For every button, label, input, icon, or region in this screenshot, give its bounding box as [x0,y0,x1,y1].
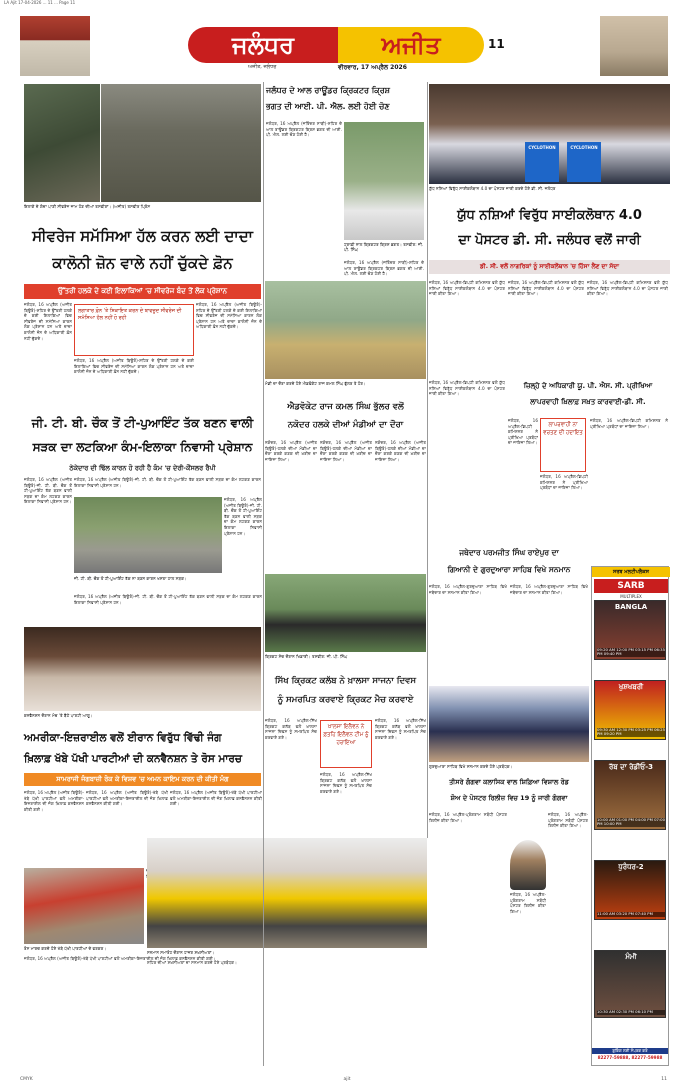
story1-red-banner: ਉੱਤਰੀ ਹਲਕੇ ਦੇ ਕਈ ਇਲਾਕਿਆਂ 'ਚ ਸੀਵਰੇਜ ਬੰਦ ਤੋਂ ਲੋਕ ਪ੍ਰੇਸ਼ਾਨ [24,284,261,299]
story1-photo-left [24,84,100,202]
story4-photo-caption: ਟ੍ਰਾਫ਼ੀ ਨਾਲ ਕ੍ਰਿਕਟਰ ਕ੍ਰਿਸ਼ ਭਗਤ। ਤਸਵੀਰ: ਜੀ. ਪੀ. ਸਿੰਘ [344,242,424,253]
story4-headline-1: ਜਲੰਧਰ ਦੇ ਆਲ ਰਾਊਂਡਰ ਕ੍ਰਿਕਟਰ ਕ੍ਰਿਸ਼ [266,86,391,95]
story10-headline-1: ਜਥੇਦਾਰ ਪਰਮਜੀਤ ਸਿੰਘ ਰਾਏਪੁਰ ਦਾ [459,548,559,557]
story8-body-col1: ਜਲੰਧਰ, 16 ਅਪ੍ਰੈਲ-ਡਿਪਟੀ ਕਮਿਸ਼ਨਰ ਵਲੋਂ ਯੁੱਧ ਨਸ਼ਿਆਂ ਵਿਰੁੱਧ ਸਾਈਕਲੋਥਾਨ 4.0 ਦਾ ਪੋਸਟਰ ਜਾਰੀ ਕੀਤਾ ਗਿਆ। [429,280,505,297]
story1-photo-right [101,84,261,202]
masthead-title-left: ਜਲੰਧਰ [188,27,338,63]
story3-photo-caption: ਕਨਵੈਨਸ਼ਨ ਦੌਰਾਨ ਮੰਚ 'ਤੇ ਬੈਠੇ ਪਾਰਟੀ ਆਗੂ। [24,713,93,718]
bottom-strip-mid: ajit [343,1076,351,1082]
story2-subhead: ਠੇਕੇਦਾਰ ਦੀ ਢਿੱਲ ਕਾਰਨ ਹੋ ਰਹੀ ਹੈ ਕੰਮ 'ਚ ਦੇਰੀ-ਕੌਂਸਲਰ ਰੈਪੀ [69,464,216,472]
story3-headline-1: ਅਮਰੀਕਾ-ਇਜ਼ਰਾਈਲ ਵਲੋਂ ਈਰਾਨ ਵਿਰੁੱਧ ਵਿੱਢੀ ਜੰਗ [24,732,222,744]
story6-photo [265,574,426,652]
story5-body-col2: ਨਕੋਦਰ, 16 ਅਪ੍ਰੈਲ (ਅਜੀਤ ਬਿਊਰੋ)-ਹਲਕੇ ਦੀਆਂ ਮੰਡੀਆਂ ਦਾ ਦੌਰਾ ਕਰਕੇ ਕਣਕ ਦੀ ਖ਼ਰੀਦ ਦਾ ਜਾਇਜ਼ਾ ਲਿਆ। [320,440,372,462]
movie-showtimes: 10:00 AM 01:00 PM 04:00 PM 07:00 PM 10:00 PM [597,816,666,827]
column-rule-1 [263,82,264,1066]
story11-body-col3: ਜਲੰਧਰ, 16 ਅਪ੍ਰੈਲ-ਪ੍ਰੋਗਰਾਮ ਸਬੰਧੀ ਪੋਸਟਰ ਰਿਲੀਜ਼ ਕੀਤਾ ਗਿਆ। [510,892,546,914]
story7-photo-caption: ਸਨਮਾਨ ਸਮਾਰੋਹ ਦੌਰਾਨ ਹਾਜ਼ਰ ਸ਼ਖ਼ਸੀਅਤਾਂ। [147,950,215,955]
story6-headline-2: ਨੂੰ ਸਮਰਪਿਤ ਕਰਵਾਏ ਕ੍ਰਿਕਟ ਮੈਚ ਕਰਵਾਏ [277,695,414,705]
story5-body-col3: ਨਕੋਦਰ, 16 ਅਪ੍ਰੈਲ (ਅਜੀਤ ਬਿਊਰੋ)-ਹਲਕੇ ਦੀਆਂ ਮੰਡੀਆਂ ਦਾ ਦੌਰਾ ਕਰਕੇ ਕਣਕ ਦੀ ਖ਼ਰੀਦ ਦਾ ਜਾਇਜ਼ਾ ਲਿਆ। [375,440,426,462]
story11-body-col2: ਜਲੰਧਰ, 16 ਅਪ੍ਰੈਲ-ਪ੍ਰੋਗਰਾਮ ਸਬੰਧੀ ਪੋਸਟਰ ਰਿਲੀਜ਼ ਕੀਤਾ ਗਿਆ। [548,812,588,829]
movie-showtimes: 09:20 AM 12:00 PM 03:15 PM 06:35 PM 09:40 PM [597,646,666,657]
cinema-footer: ਬੁਕਿੰਗ ਲਈ ਸੰਪਰਕ ਕਰੋ [592,1048,668,1054]
story4-photo [344,122,424,240]
story3-photo [24,627,261,711]
story8-body-col3: ਜਲੰਧਰ, 16 ਅਪ੍ਰੈਲ-ਡਿਪਟੀ ਕਮਿਸ਼ਨਰ ਵਲੋਂ ਯੁੱਧ ਨਸ਼ਿਆਂ ਵਿਰੁੱਧ ਸਾਈਕਲੋਥਾਨ 4.0 ਦਾ ਪੋਸਟਰ ਜਾਰੀ ਕੀਤਾ ਗਿਆ। [587,280,668,297]
story10-headline-2: ਗਿਆਨੀ ਦੇ ਗੁਰਦੁਆਰਾ ਸਾਹਿਬ ਵਿਖੇ ਸਨਮਾਨ [447,565,571,574]
story5-headline-2: ਨਕੋਦਰ ਹਲਕੇ ਦੀਆਂ ਮੰਡੀਆਂ ਦਾ ਦੌਰਾ [287,420,404,430]
story8-headline-1: ਯੁੱਧ ਨਸ਼ਿਆਂ ਵਿਰੁੱਧ ਸਾਈਕਲੋਥਾਨ 4.0 [457,208,642,223]
story5-photo [265,281,426,379]
story3-body-col3: ਜਲੰਧਰ, 16 ਅਪ੍ਰੈਲ (ਅਜੀਤ ਬਿਊਰੋ)-ਖੱਬੇ ਪੱਖੀ ਪਾਰਟੀਆਂ ਵਲੋਂ ਅਮਰੀਕਾ-ਇਜ਼ਰਾਈਲ ਦੀ ਜੰਗ ਖ਼ਿਲਾਫ਼ ਕਨਵੈਨਸ਼ਨ ਕੀਤੀ ਗਈ। [170,790,262,807]
masthead-right-photo [600,16,668,76]
story7-body: ਸ਼ਹਿਰ ਦੀਆਂ ਸ਼ਖ਼ਸੀਅਤਾਂ ਦਾ ਸਨਮਾਨ ਕਰਦੇ ਹੋਏ ਪ੍ਰਬੰਧਕ। [147,960,237,965]
story7-photo [147,838,427,948]
movie-showtimes: 09:30 AM 12:30 PM 03:25 PM 06:25 PM 09:20 PM [597,726,666,737]
story6-body-col2: ਜਲੰਧਰ, 16 ਅਪ੍ਰੈਲ-ਸਿੱਖ ਕ੍ਰਿਕਟ ਕਲੱਬ ਵਲੋਂ ਖ਼ਾਲਸਾ ਸਾਜਨਾ ਦਿਵਸ ਨੂੰ ਸਮਰਪਿਤ ਮੈਚ ਕਰਵਾਏ ਗਏ। [320,772,372,794]
movie-poster [594,860,666,920]
story1-headline-1: ਸੀਵਰੇਜ ਸਮੱਸਿਆ ਹੱਲ ਕਰਨ ਲਈ ਦਾਦਾ [32,227,253,245]
story10-photo [429,686,589,762]
story2-photo [74,497,222,573]
story8-photo-caption: ਯੁੱਧ ਨਸ਼ਿਆਂ ਵਿਰੁੱਧ ਸਾਈਕਲੋਥਾਨ 4.0 ਦਾ ਪੋਸਟਰ ਜਾਰੀ ਕਰਦੇ ਹੋਏ ਡੀ. ਸੀ. ਜਲੰਧਰ [429,186,556,191]
page-number: 11 [488,37,505,51]
bottom-strip-right: 11 [661,1076,667,1082]
story3-photo2 [24,868,144,944]
movie-title: ਮੰਮੀ [625,953,637,961]
story9-body-col0: ਜਲੰਧਰ, 16 ਅਪ੍ਰੈਲ-ਡਿਪਟੀ ਕਮਿਸ਼ਨਰ ਵਲੋਂ ਯੁੱਧ ਨਸ਼ਿਆਂ ਵਿਰੁੱਧ ਸਾਈਕਲੋਥਾਨ 4.0 ਦਾ ਪੋਸਟਰ ਜਾਰੀ ਕੀਤਾ ਗਿਆ। [429,380,505,397]
story6-headline-1: ਸਿੱਖ ਕ੍ਰਿਕਟ ਕਲੱਬ ਨੇ ਖ਼ਾਲਸਾ ਸਾਜਨਾ ਦਿਵਸ [274,676,417,686]
story9-body-col1: ਜਲੰਧਰ, 16 ਅਪ੍ਰੈਲ-ਡਿਪਟੀ ਕਮਿਸ਼ਨਰ ਨੇ ਪ੍ਰੀਖਿਆ ਪ੍ਰਬੰਧਾਂ ਦਾ ਜਾਇਜ਼ਾ ਲਿਆ। [508,418,538,446]
story10-photo-caption: ਗੁਰਦੁਆਰਾ ਸਾਹਿਬ ਵਿਖੇ ਸਨਮਾਨ ਕਰਦੇ ਹੋਏ ਪ੍ਰਬੰਧਕ। [429,764,513,769]
masthead-date: ਵੀਰਵਾਰ, 17 ਅਪ੍ਰੈਲ 2026 [338,64,407,71]
story9-boxed: ਲਾਪਰਵਾਹੀ ਨਾ ਵਰਤਣ ਦੀ ਹਦਾਇਤ [540,418,586,472]
story5-body-col1: ਨਕੋਦਰ, 16 ਅਪ੍ਰੈਲ (ਅਜੀਤ ਬਿਊਰੋ)-ਹਲਕੇ ਦੀਆਂ ਮੰਡੀਆਂ ਦਾ ਦੌਰਾ ਕਰਕੇ ਕਣਕ ਦੀ ਖ਼ਰੀਦ ਦਾ ਜਾਇਜ਼ਾ ਲਿਆ। [265,440,317,462]
movie-poster [594,680,666,740]
movie-showtimes: 10:30 AM 02:30 PM 06:10 PM [597,1010,665,1015]
story11-photo [510,840,546,890]
bottom-strip [0,1072,687,1086]
masthead-sub: ਅਜੀਤ, ਜਲੰਧਰ [248,64,277,70]
story3-photo2-caption: ਰੋਸ ਮਾਰਚ ਕਰਦੇ ਹੋਏ ਖੱਬੇ ਪੱਖੀ ਪਾਰਟੀਆਂ ਦੇ ਵਰਕਰ। [24,946,107,951]
story3-headline-2: ਖ਼ਿਲਾਫ਼ ਖੱਬੇ ਪੱਖੀ ਪਾਰਟੀਆਂ ਦੀ ਕਨਵੈਨਸ਼ਨ ਤੇ ਰੋਸ ਮਾਰਚ [24,753,242,765]
story6-body-col1: ਜਲੰਧਰ, 16 ਅਪ੍ਰੈਲ-ਸਿੱਖ ਕ੍ਰਿਕਟ ਕਲੱਬ ਵਲੋਂ ਖ਼ਾਲਸਾ ਸਾਜਨਾ ਦਿਵਸ ਨੂੰ ਸਮਰਪਿਤ ਮੈਚ ਕਰਵਾਏ ਗਏ। [265,718,317,740]
story10-body-col1: ਜਲੰਧਰ, 16 ਅਪ੍ਰੈਲ-ਗੁਰਦੁਆਰਾ ਸਾਹਿਬ ਵਿਖੇ ਜਥੇਦਾਰ ਦਾ ਸਨਮਾਨ ਕੀਤਾ ਗਿਆ। [429,584,507,595]
movie-poster [594,760,666,830]
top-print-strip: LA Ajit 17-04-2026 ... 11 ... Page 11 [4,0,76,5]
movie-title: ਧੁਰੰਧਰ-2 [618,863,644,871]
story8-red-banner: ਡੀ. ਸੀ. ਵਲੋਂ ਨਾਗਰਿਕਾਂ ਨੂੰ ਸਾਈਕਲੋਥਾਨ 'ਚ ਹਿੱਸਾ ਲੈਣ ਦਾ ਸੱਦਾ [429,260,670,274]
story2-body-top: ਜਲੰਧਰ, 16 ਅਪ੍ਰੈਲ (ਅਜੀਤ ਬਿਊਰੋ)-ਜੀ. ਟੀ. ਬੀ. ਚੌਕ ਤੋਂ ਟੀ-ਪੁਆਇੰਟ ਤੱਕ ਬਣਨ ਵਾਲੀ ਸੜਕ ਦਾ ਕੰਮ ਲਟਕਣ ਕਾਰਨ ਇਲਾਕਾ ਨਿਵਾਸੀ ਪ੍ਰੇਸ਼ਾਨ ਹਨ। [74,477,261,488]
story4-body2: ਜਲੰਧਰ, 16 ਅਪ੍ਰੈਲ (ਜਤਿੰਦਰ ਸਾਬੀ)-ਸ਼ਹਿਰ ਦੇ ਆਲ ਰਾਊਂਡਰ ਕ੍ਰਿਕਟਰ ਕ੍ਰਿਸ਼ ਭਗਤ ਦੀ ਆਈ. ਪੀ. ਐਲ. ਲਈ ਚੋਣ ਹੋਈ ਹੈ। [344,260,424,277]
movie-title: BANGLA [614,603,648,611]
story8-body-col2: ਜਲੰਧਰ, 16 ਅਪ੍ਰੈਲ-ਡਿਪਟੀ ਕਮਿਸ਼ਨਰ ਵਲੋਂ ਯੁੱਧ ਨਸ਼ਿਆਂ ਵਿਰੁੱਧ ਸਾਈਕਲੋਥਾਨ 4.0 ਦਾ ਪੋਸਟਰ ਜਾਰੀ ਕੀਤਾ ਗਿਆ। [508,280,584,297]
masthead-title-right: ਅਜੀਤ [338,27,484,63]
story3-body-col1: ਜਲੰਧਰ, 16 ਅਪ੍ਰੈਲ (ਅਜੀਤ ਬਿਊਰੋ)-ਖੱਬੇ ਪੱਖੀ ਪਾਰਟੀਆਂ ਵਲੋਂ ਅਮਰੀਕਾ-ਇਜ਼ਰਾਈਲ ਦੀ ਜੰਗ ਖ਼ਿਲਾਫ਼ ਕਨਵੈਨਸ਼ਨ ਕੀਤੀ ਗਈ। [24,790,84,812]
story3-orange-banner: ਸਾਮਰਾਜੀ ਜੰਗਬਾਜ਼ੀ ਰੋਕ ਕੇ ਵਿਸ਼ਵ 'ਚ ਅਮਨ ਕਾਇਮ ਕਰਨ ਦੀ ਕੀਤੀ ਮੰਗ [24,773,261,786]
movie-poster [594,600,666,660]
story2-photo-caption: ਜੀ. ਟੀ. ਬੀ. ਚੌਕ ਤੋਂ ਟੀ-ਪੁਆਇੰਟ ਤੱਕ ਨਾ ਬਣਨ ਕਾਰਨ ਖਸਤਾ ਹਾਲ ਸੜਕ। [74,576,187,581]
story9-body-col2: ਜਲੰਧਰ, 16 ਅਪ੍ਰੈਲ-ਡਿਪਟੀ ਕਮਿਸ਼ਨਰ ਨੇ ਪ੍ਰੀਖਿਆ ਪ੍ਰਬੰਧਾਂ ਦਾ ਜਾਇਜ਼ਾ ਲਿਆ। [590,418,668,429]
cinema-sub: MULTIPLEX [620,594,642,599]
cinema-logo: SARB [594,579,668,593]
cyclothon-poster-2: CYCLOTHON [567,142,601,182]
story3-body-col2: ਜਲੰਧਰ, 16 ਅਪ੍ਰੈਲ (ਅਜੀਤ ਬਿਊਰੋ)-ਖੱਬੇ ਪੱਖੀ ਪਾਰਟੀਆਂ ਵਲੋਂ ਅਮਰੀਕਾ-ਇਜ਼ਰਾਈਲ ਦੀ ਜੰਗ ਖ਼ਿਲਾਫ਼ ਕਨਵੈਨਸ਼ਨ ਕੀਤੀ ਗਈ। [86,790,168,807]
masthead [188,27,505,71]
story1-pull-quote: ਲਗਾਤਾਰ ਫ਼ੋਨ 'ਤੇ ਸ਼ਿਕਾਇਤ ਕਰਨ ਦੇ ਬਾਵਜੂਦ ਸੀਵਰੇਜ ਦੀ ਸਮੱਸਿਆ ਹੱਲ ਨਹੀਂ ਹੋ ਰਹੀ [74,304,194,356]
cyclothon-poster-1: CYCLOTHON [525,142,559,182]
masthead-left-photo [20,16,90,76]
story6-box: ਖ਼ਾਲਸਾ ਇਲੈਵਨ ਨੇ ਫ਼ਤਹਿ ਇਲੈਵਨ ਟੀਮ ਨੂੰ ਹਰਾਇਆ [320,720,372,768]
story3-body-bottom: ਜਲੰਧਰ, 16 ਅਪ੍ਰੈਲ (ਅਜੀਤ ਬਿਊਰੋ)-ਖੱਬੇ ਪੱਖੀ ਪਾਰਟੀਆਂ ਵਲੋਂ ਅਮਰੀਕਾ-ਇਜ਼ਰਾਈਲ ਦੀ ਜੰਗ ਖ਼ਿਲਾਫ਼ ਕਨਵੈਨਸ਼ਨ ਕੀਤੀ ਗਈ। [24,956,216,961]
story2-body-col1: ਜਲੰਧਰ, 16 ਅਪ੍ਰੈਲ (ਅਜੀਤ ਬਿਊਰੋ)-ਜੀ. ਟੀ. ਬੀ. ਚੌਕ ਤੋਂ ਟੀ-ਪੁਆਇੰਟ ਤੱਕ ਬਣਨ ਵਾਲੀ ਸੜਕ ਦਾ ਕੰਮ ਲਟਕਣ ਕਾਰਨ ਇਲਾਕਾ ਨਿਵਾਸੀ ਪ੍ਰੇਸ਼ਾਨ ਹਨ। [24,477,72,505]
story1-photo-caption: ਇਲਾਕੇ ਦੇ ਗੰਦਾ ਪਾਣੀ ਸੀਵਰੇਜ ਜਾਮ ਹੋਣ ਦੀਆਂ ਤਸਵੀਰਾਂ। (ਅਜੀਤ) ਤਸਵੀਰ ਪ੍ਰਿੰਸ [24,204,151,209]
story11-headline-1: ਤੀਸਰੇ ਗੰਗਵਾ ਕਲਾਸਿਕ ਵਾਲ ਸ਼ਿਫ਼ਿਆ ਵਿਸ਼ਾਲ ਰੋਡ [449,778,569,786]
story5-photo-caption: ਮੰਡੀ ਦਾ ਦੌਰਾ ਕਰਦੇ ਹੋਏ ਐਡਵੋਕੇਟ ਰਾਜ ਕਮਲ ਸਿੰਘ ਭੁੱਲਰ ਤੇ ਹੋਰ। [265,381,366,386]
cinema-header: ਸਰਬ ਮਲਟੀਪਲੈਕਸ [592,567,670,577]
story1-headline-2: ਕਾਲੋਨੀ ਜ਼ੋਨ ਵਾਲੇ ਨਹੀਂ ਚੁੱਕਦੇ ਫ਼ੋਨ [52,254,233,272]
cinema-phones: 82277-59888, 82277-59988 [597,1055,663,1060]
story2-body-col3: ਜਲੰਧਰ, 16 ਅਪ੍ਰੈਲ (ਅਜੀਤ ਬਿਊਰੋ)-ਜੀ. ਟੀ. ਬੀ. ਚੌਕ ਤੋਂ ਟੀ-ਪੁਆਇੰਟ ਤੱਕ ਬਣਨ ਵਾਲੀ ਸੜਕ ਦਾ ਕੰਮ ਲਟਕਣ ਕਾਰਨ ਇਲਾਕਾ ਨਿਵਾਸੀ ਪ੍ਰੇਸ਼ਾਨ ਹਨ। [224,497,262,536]
story6-body-col3: ਜਲੰਧਰ, 16 ਅਪ੍ਰੈਲ-ਸਿੱਖ ਕ੍ਰਿਕਟ ਕਲੱਬ ਵਲੋਂ ਖ਼ਾਲਸਾ ਸਾਜਨਾ ਦਿਵਸ ਨੂੰ ਸਮਰਪਿਤ ਮੈਚ ਕਰਵਾਏ ਗਏ। [375,718,426,740]
story1-body-col1: ਜਲੰਧਰ, 16 ਅਪ੍ਰੈਲ (ਅਜੀਤ ਬਿਊਰੋ)-ਸ਼ਹਿਰ ਦੇ ਉੱਤਰੀ ਹਲਕੇ ਦੇ ਕਈ ਇਲਾਕਿਆਂ ਵਿਚ ਸੀਵਰੇਜ ਦੀ ਸਮੱਸਿਆ ਕਾਰਨ ਲੋਕ ਪ੍ਰੇਸ਼ਾਨ ਹਨ ਅਤੇ ਦਾਦਾ ਕਾਲੋਨੀ ਜ਼ੋਨ ਦੇ ਅਧਿਕਾਰੀ ਫ਼ੋਨ ਨਹੀਂ ਚੁੱਕਦੇ। [24,302,72,341]
story9-body-bottom: ਜਲੰਧਰ, 16 ਅਪ੍ਰੈਲ-ਡਿਪਟੀ ਕਮਿਸ਼ਨਰ ਨੇ ਪ੍ਰੀਖਿਆ ਪ੍ਰਬੰਧਾਂ ਦਾ ਜਾਇਜ਼ਾ ਲਿਆ। [540,474,588,491]
story8-photo [429,84,670,184]
story2-body-bottom: ਜਲੰਧਰ, 16 ਅਪ੍ਰੈਲ (ਅਜੀਤ ਬਿਊਰੋ)-ਜੀ. ਟੀ. ਬੀ. ਚੌਕ ਤੋਂ ਟੀ-ਪੁਆਇੰਟ ਤੱਕ ਬਣਨ ਵਾਲੀ ਸੜਕ ਦਾ ਕੰਮ ਲਟਕਣ ਕਾਰਨ ਇਲਾਕਾ ਨਿਵਾਸੀ ਪ੍ਰੇਸ਼ਾਨ ਹਨ। [74,594,262,605]
story2-headline-2: ਸੜਕ ਦਾ ਲਟਕਿਆ ਕੰਮ-ਇਲਾਕਾ ਨਿਵਾਸੀ ਪ੍ਰੇਸ਼ਾਨ [32,440,253,454]
column-rule-2 [427,82,428,838]
story10-body-col2: ਜਲੰਧਰ, 16 ਅਪ੍ਰੈਲ-ਗੁਰਦੁਆਰਾ ਸਾਹਿਬ ਵਿਖੇ ਜਥੇਦਾਰ ਦਾ ਸਨਮਾਨ ਕੀਤਾ ਗਿਆ। [510,584,588,595]
story5-headline-1: ਐਡਵੋਕੇਟ ਰਾਜ ਕਮਲ ਸਿੰਘ ਭੁੱਲਰ ਵਲੋਂ [287,402,404,412]
movie-title: ਰੱਬ ਦਾ ਰੇਡੀਓ-3 [608,763,653,771]
story9-headline-2: ਲਾਪਰਵਾਹੀ ਖ਼ਿਲਾਫ਼ ਸਖ਼ਤ ਕਾਰਵਾਈ-ਡੀ. ਸੀ. [530,398,646,406]
bottom-strip-left: CMYK [20,1076,33,1082]
story9-headline-1: ਜ਼ਿਲ੍ਹੇ ਦੇ ਅਧਿਕਾਰੀ ਯੂ. ਪੀ. ਐਸ. ਸੀ. ਪ੍ਰੀਖਿਆ [523,382,653,390]
story1-body-col2: ਜਲੰਧਰ, 16 ਅਪ੍ਰੈਲ (ਅਜੀਤ ਬਿਊਰੋ)-ਸ਼ਹਿਰ ਦੇ ਉੱਤਰੀ ਹਲਕੇ ਦੇ ਕਈ ਇਲਾਕਿਆਂ ਵਿਚ ਸੀਵਰੇਜ ਦੀ ਸਮੱਸਿਆ ਕਾਰਨ ਲੋਕ ਪ੍ਰੇਸ਼ਾਨ ਹਨ ਅਤੇ ਦਾਦਾ ਕਾਲੋਨੀ ਜ਼ੋਨ ਦੇ ਅਧਿਕਾਰੀ ਫ਼ੋਨ ਨਹੀਂ ਚੁੱਕਦੇ। [74,358,194,375]
story8-headline-2: ਦਾ ਪੋਸਟਰ ਡੀ. ਸੀ. ਜਲੰਧਰ ਵਲੋਂ ਜਾਰੀ [458,233,641,248]
movie-showtimes: 11:00 AM 03:20 PM 07:40 PM [597,912,665,917]
story4-headline-2: ਭਗਤ ਦੀ ਆਈ. ਪੀ. ਐਲ. ਲਈ ਹੋਈ ਚੋਣ [266,102,390,111]
story4-body: ਜਲੰਧਰ, 16 ਅਪ੍ਰੈਲ (ਜਤਿੰਦਰ ਸਾਬੀ)-ਸ਼ਹਿਰ ਦੇ ਆਲ ਰਾਊਂਡਰ ਕ੍ਰਿਕਟਰ ਕ੍ਰਿਸ਼ ਭਗਤ ਦੀ ਆਈ. ਪੀ. ਐਲ. ਲਈ ਚੋਣ ਹੋਈ ਹੈ। [266,121,342,138]
story6-photo-caption: ਕ੍ਰਿਕਟ ਮੈਚ ਦੌਰਾਨ ਖਿਡਾਰੀ। ਤਸਵੀਰ: ਜੀ. ਪੀ. ਸਿੰਘ [265,654,348,659]
story2-headline-1: ਜੀ. ਟੀ. ਬੀ. ਚੌਕ ਤੋਂ ਟੀ-ਪੁਆਇੰਟ ਤੱਕ ਬਣਨ ਵਾਲੀ [31,416,254,430]
story11-body-col1: ਜਲੰਧਰ, 16 ਅਪ੍ਰੈਲ-ਪ੍ਰੋਗਰਾਮ ਸਬੰਧੀ ਪੋਸਟਰ ਰਿਲੀਜ਼ ਕੀਤਾ ਗਿਆ। [429,812,507,823]
movie-title: ਖੁਸ਼ਖਬਰੀ [618,683,644,691]
story1-body-col3: ਜਲੰਧਰ, 16 ਅਪ੍ਰੈਲ (ਅਜੀਤ ਬਿਊਰੋ)-ਸ਼ਹਿਰ ਦੇ ਉੱਤਰੀ ਹਲਕੇ ਦੇ ਕਈ ਇਲਾਕਿਆਂ ਵਿਚ ਸੀਵਰੇਜ ਦੀ ਸਮੱਸਿਆ ਕਾਰਨ ਲੋਕ ਪ੍ਰੇਸ਼ਾਨ ਹਨ ਅਤੇ ਦਾਦਾ ਕਾਲੋਨੀ ਜ਼ੋਨ ਦੇ ਅਧਿਕਾਰੀ ਫ਼ੋਨ ਨਹੀਂ ਚੁੱਕਦੇ। [196,302,262,330]
movie-poster [594,950,666,1018]
story11-headline-2: ਸ਼ੋਅ ਦੇ ਪੋਸਟਰ ਰਿਲੀਜ਼ ਵਿਚ 19 ਨੂੰ ਜਾਰੀ ਗੰਗਵਾ [450,794,568,802]
